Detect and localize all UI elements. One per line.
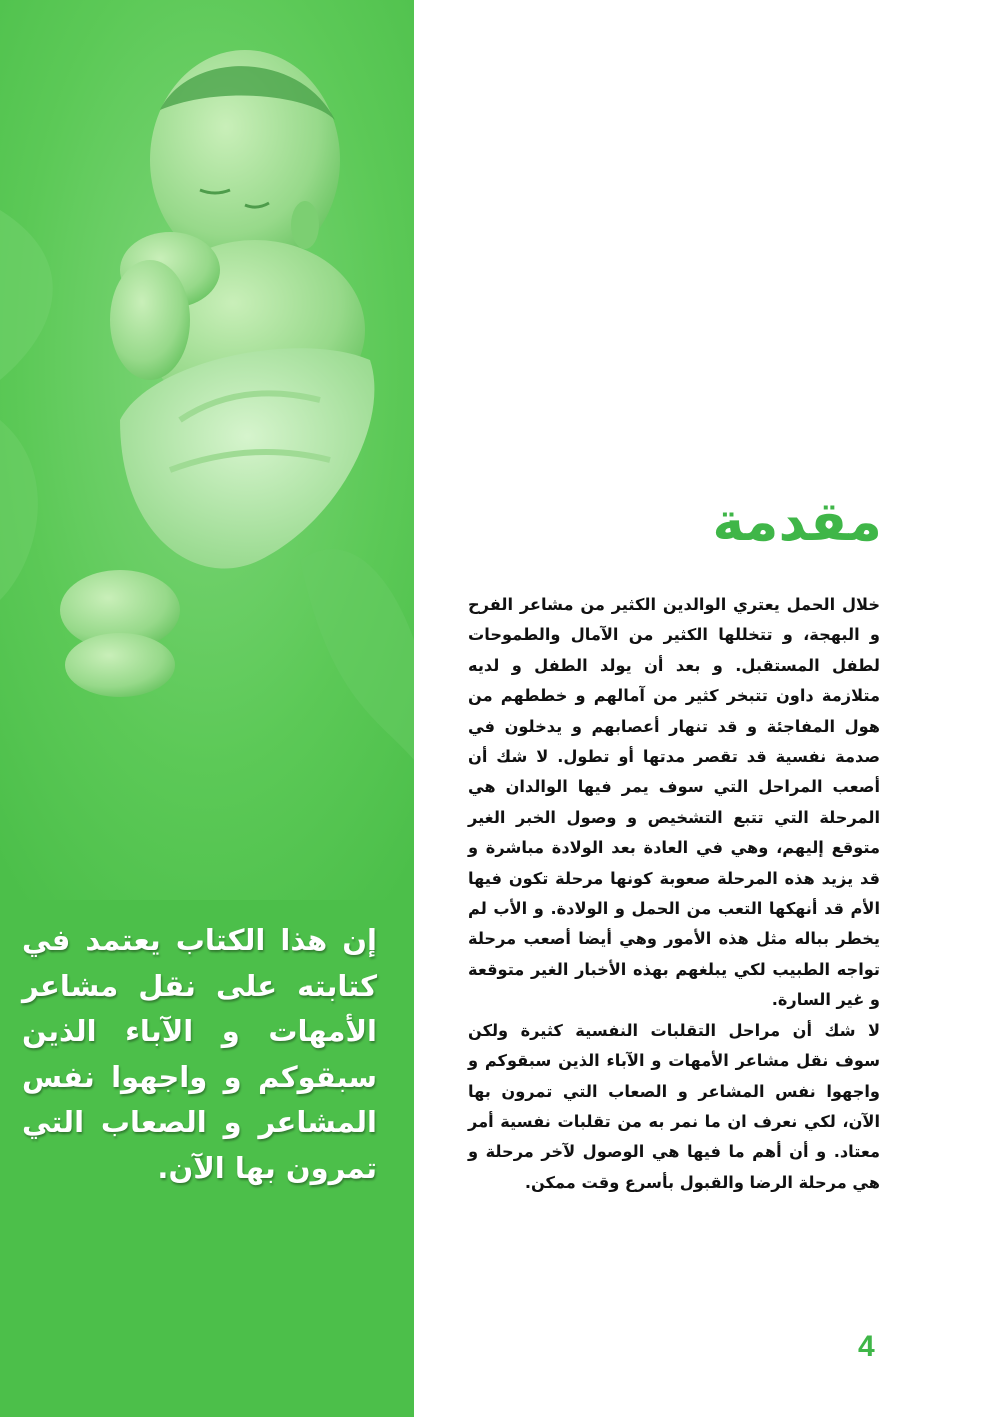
pull-quote: إن هذا الكتاب يعتمد في كتابته على نقل مشاعر الأمهات و الآباء الذين سبقوكم و واجهوا نفس المشاعر و الصعاب التي تمرون بها الآن. — [22, 923, 377, 1185]
page-title: مقدمة — [712, 490, 882, 553]
green-side-panel — [0, 0, 414, 1417]
baby-photo — [0, 0, 414, 900]
baby-illustration — [0, 0, 414, 900]
paragraph: لا شك أن مراحل التقلبات النفسية كثيرة ولكن سوف نقل مشاعر الأمهات و الآباء الذين سبقوكم و واجهوا نفس المشاعر و الصعاب التي تمرون بها الآن، لكي نعرف ان ما نمر به من تقلبات نفسية أمر معتاد. و أن أهم ما فيها هي الوصول لآخر مرحلة و هي مرحلة الرضا والقبول بأسرع وقت ممكن. — [468, 1020, 880, 1192]
article-body — [468, 590, 880, 1198]
paragraph: خلال الحمل يعتري الوالدين الكثير من مشاعر الفرح و البهجة، و تتخللها الكثير من الآمال والطموحات لطفل المستقبل. و بعد أن يولد الطفل و لديه متلازمة داون تتبخر كثير من آمالهم و خططهم من هول المفاجئة و قد تنهار أعصابهم و يدخلون في صدمة نفسية قد تقصر مدتها أو تطول. لا شك أن أصعب المراحل التي سوف يمر فيها الوالدان هي المرحلة التي تتبع التشخيص و وصول الخبر الغير متوقع إليهم، وهي في العادة بعد الولادة مباشرة و قد يزيد هذه المرحلة صعوبة كونها مرحلة تكون فيها الأم قد أنهكها التعب من الحمل و الولادة. و الأب لم يخطر بباله مثل هذه الأمور وهي أيضا أصعب مرحلة تواجه الطبيب لكي يبلغهم بهذه الأخبار الغير متوقعة و غير السارة. — [468, 595, 880, 1010]
page-number: 4 — [858, 1330, 875, 1363]
